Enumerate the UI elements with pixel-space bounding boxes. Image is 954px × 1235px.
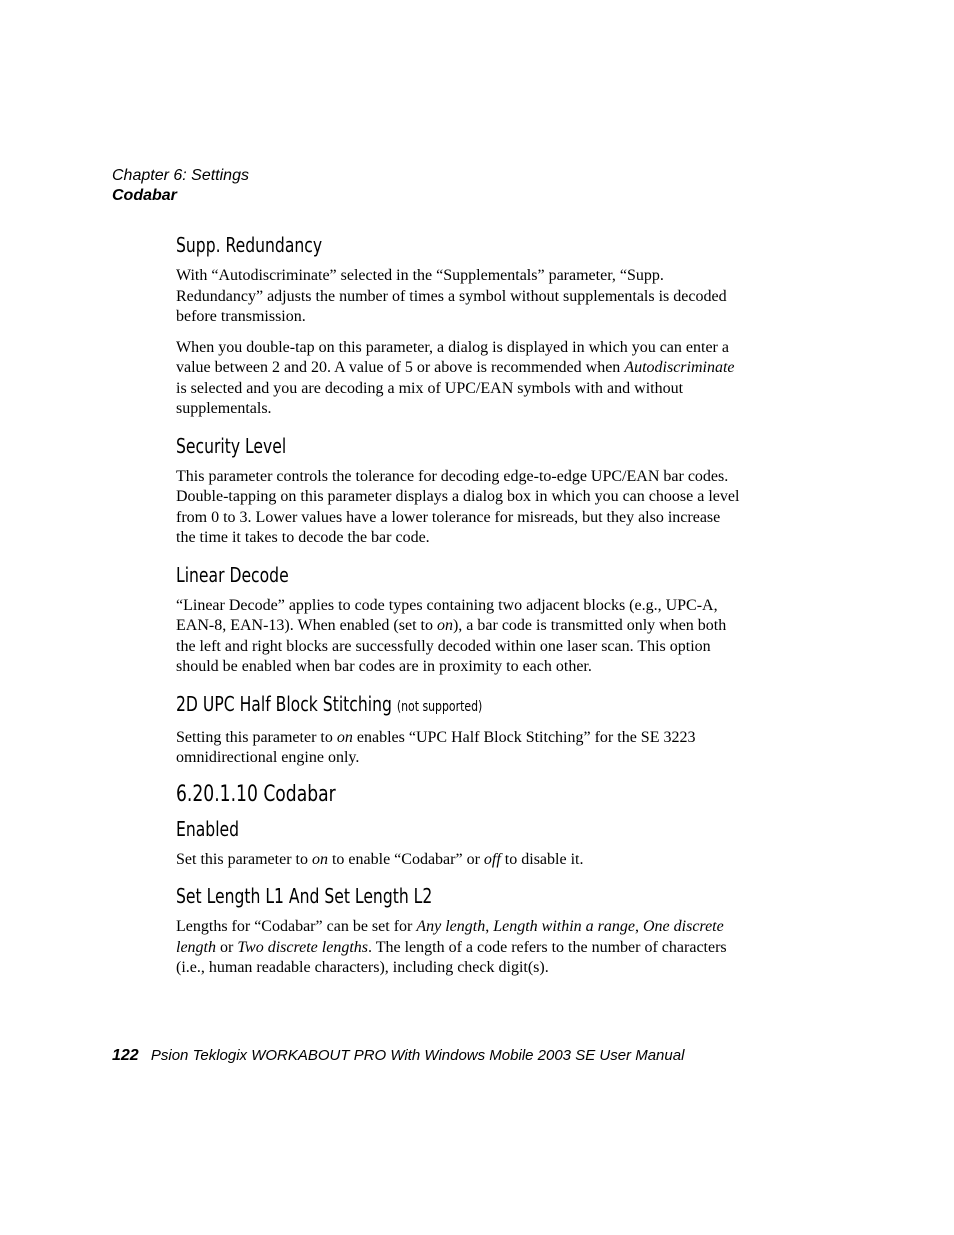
manual-title: Psion Teklogix WORKABOUT PRO With Windows Mobile 2003 SE User Manual [150,1047,685,1064]
heading-codabar-section: 6.20.1.10 Codabar [176,781,336,807]
heading-supp-redundancy: Supp. Redundancy [176,233,323,257]
paragraph-enabled: Set this parameter to on to enable “Codabar” or off to disable it. [176,850,584,868]
page-number: 122 [112,1047,139,1064]
section-title: Codabar [112,187,177,204]
paragraph-half-block-stitching: Setting this parameter to on enables “UPC Half Block Stitching” for the SE 3223 omnidirectional engine only. [176,728,696,766]
paragraph-set-length: Lengths for “Codabar” can be set for Any length, Length within a range, One discrete length or Two discrete lengths. The length of a code refers to the number of characters (i.e., human readable characters), including check digit(s). [176,918,727,976]
paragraph-security-level: This parameter controls the tolerance for decoding edge-to-edge UPC/EAN bar codes. Double-tapping on this parameter displays a dialog box in which you can choose a level from 0 to 3. Lower values have a lower tolerance for misreads, but they also increase the time it takes to decode the bar code. [176,467,740,546]
paragraph-linear-decode: “Linear Decode” applies to code types containing two adjacent blocks (e.g., UPC-A, EAN-8, EAN-13). When enabled (set to on), a bar code is transmitted only when both the left and right blocks are successfully decoded within one laser scan. This option should be enabled when bar codes are in proximity to each other. [176,596,727,675]
paragraph-supp-redundancy-1: With “Autodiscriminate” selected in the “Supplementals” parameter, “Supp. Redundancy” adjusts the number of times a symbol without supplementals is decoded before transmission. [176,267,727,325]
not-supported-note: (not supported) [396,698,483,715]
heading-linear-decode: Linear Decode [176,562,289,587]
running-header [112,166,249,206]
heading-half-block-stitching: 2D UPC Half Block Stitching (not supported) [176,691,483,716]
heading-set-length: Set Length L1 And Set Length L2 [176,884,433,908]
page-body [176,230,741,979]
heading-security-level: Security Level [176,433,287,458]
chapter-title: Chapter 6: Settings [112,167,249,184]
heading-enabled: Enabled [176,816,240,841]
paragraph-supp-redundancy-2: When you double-tap on this parameter, a dialog is displayed in which you can enter a value between 2 and 20. A value of 5 or above is recommended when Autodiscriminate is selected and you are decoding a mix of UPC/EAN symbols with and without supplementals. [176,338,735,417]
page-footer [112,1046,684,1066]
